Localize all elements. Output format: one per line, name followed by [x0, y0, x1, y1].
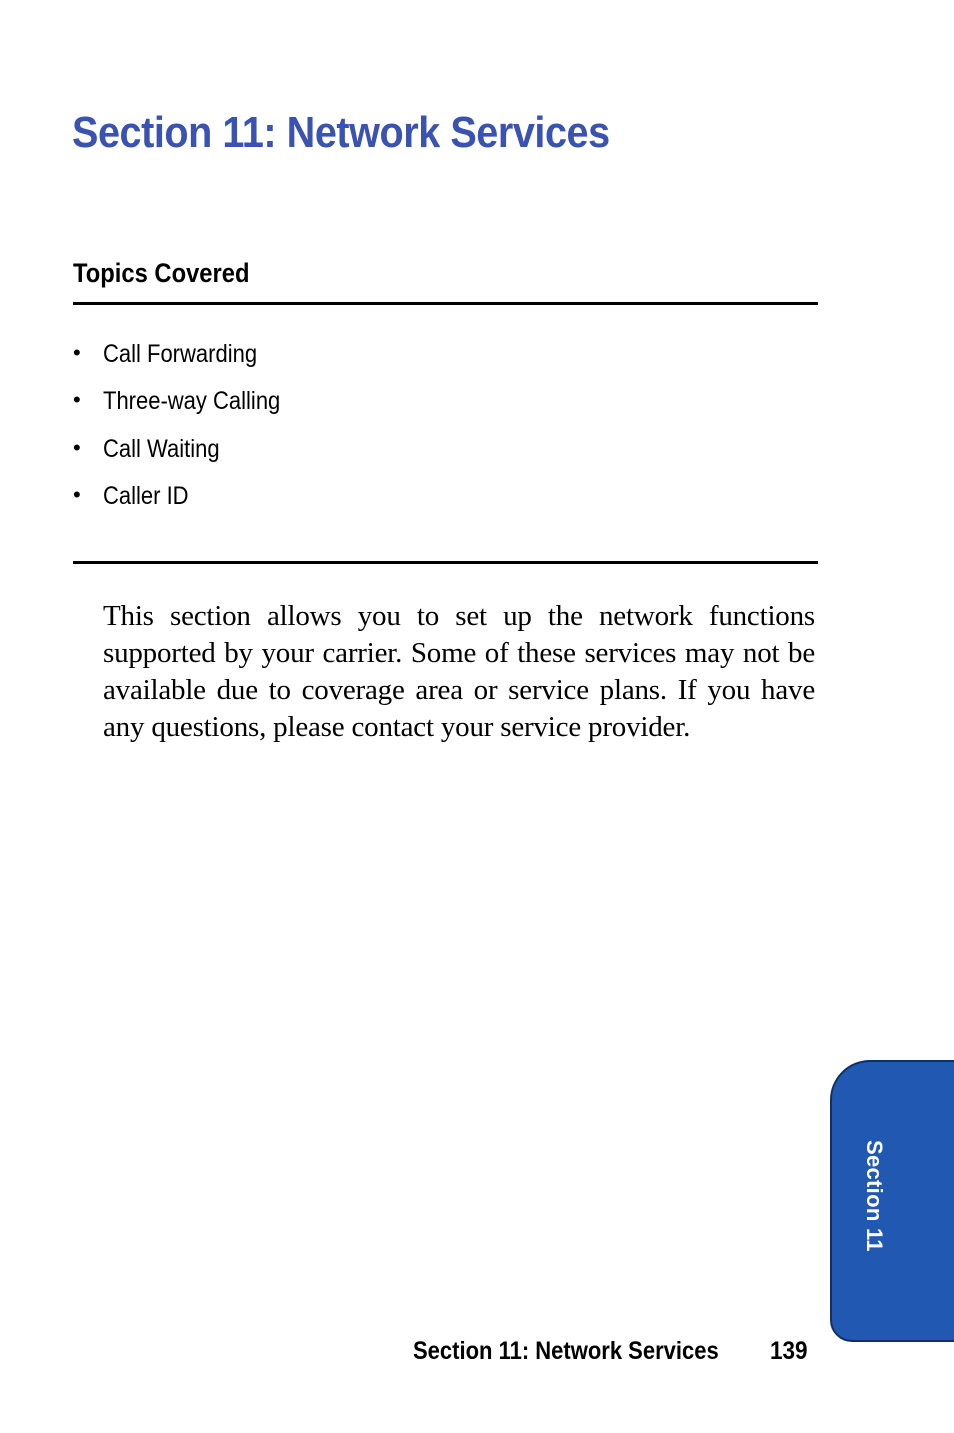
topic-label: Call Waiting: [103, 434, 220, 463]
bullet-icon: •: [73, 434, 81, 460]
page-number: 139: [770, 1337, 808, 1365]
bullet-icon: •: [73, 481, 81, 507]
section-tab-label: Section 11: [862, 1140, 887, 1252]
intro-paragraph: This section allows you to set up the network functions supported by your carrier. Some of these services may not be available due to coverage area or service plans. If you have any questions, please contact your service provider.: [103, 600, 815, 743]
topics-top-rule: [73, 302, 818, 305]
topic-label: Three-way Calling: [103, 387, 281, 416]
topics-bottom-rule: [73, 561, 818, 564]
page-title: Section 11: Network Services: [72, 108, 610, 157]
bullet-icon: •: [73, 340, 81, 365]
topics-heading: Topics Covered: [73, 258, 250, 288]
topic-label: Caller ID: [103, 481, 189, 510]
topic-label: Call Forwarding: [103, 340, 258, 368]
section-tab: [830, 1060, 954, 1342]
bullet-icon: •: [73, 387, 81, 413]
footer-section-title: Section 11: Network Services: [413, 1337, 719, 1365]
